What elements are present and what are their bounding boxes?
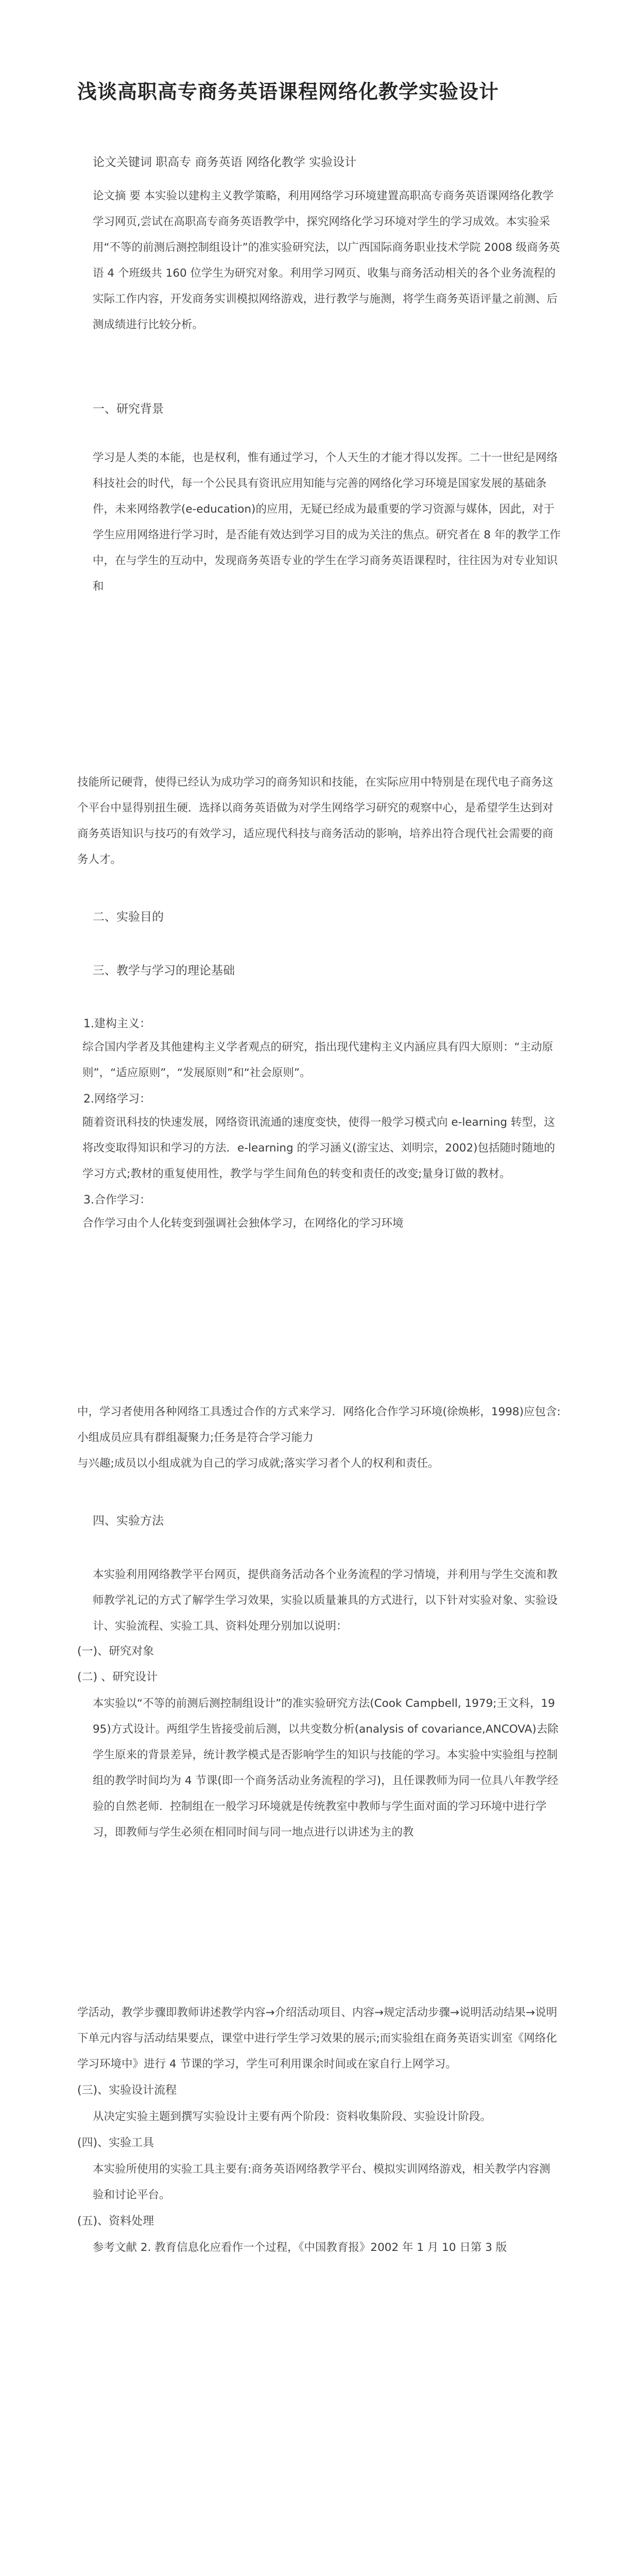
abstract-paragraph: 论文摘 要 本实验以建构主义教学策略，利用网络学习环境建置高职高专商务英语课网络化教学学习网页,尝试在高职高专商务英语教学中，探究网络化学习环境对学生的学习成效。本实验采用“不等的前测后测控制组设计”的准实验研究法，以广西国际商务职业技术学院 2008 级商务英语 4 个班级共 160 位学生为研究对象。利用学习网页、收集与商务活动相关的各个业务流程的实际工作内容，开发商务实训模拟网络游戏，进行教学与施测，将学生商务英语评量之前测、后测成绩进行比较分析。 (93, 190, 560, 331)
design-paragraph-1: 本实验以“不等的前测后测控制组设计”的准实验研究方法(Cook Campbell, 1979;王文科，1995)方式设计。两组学生皆接受前后测，以共变数分析(analysis of covariance,ANCOVA)去除学生原来的背景差异，统计教学模式是否影响学生的知识与技能的学习。本实验中实验组与控制组的教学时间均为 4 节课(即一个商务活动业务流程的学习)，且任课教师为同一位具八年教学经验的自然老师．控制组在一般学习环境就是传统教室中教师与学生面对面的学习环境中进行学习，即教师与学生必须在相同时间与同一地点进行以讲述为主的教 (93, 1697, 559, 1839)
subheading-design-flow: (三)、实验设计流程 (77, 2084, 177, 2097)
method-intro-paragraph: 本实验利用网络教学平台网页，提供商务活动各个业务流程的学习情境，并利用与学生交流和教师教学礼记的方式了解学生学习效果，实验以质量兼具的方式进行，以下针对实验对象、实验设计、实验流程、实验工具、资料处理分别加以说明： (93, 1568, 558, 1633)
section-heading-theory: 三、教学与学习的理论基础 (93, 964, 235, 977)
theory-text-cooperative-learning-2: 中，学习者使用各种网络工具透过合作的方式来学习．网络化合作学习环境(徐焕彬，1998)应包含:小组成员应具有群组凝聚力;任务是符合学习能力 (77, 1405, 561, 1444)
keywords-line: 论文关键词 职高专 商务英语 网络化教学 实验设计 (93, 156, 357, 169)
design-paragraph-2: 学活动，教学步骤即教师讲述教学内容→介绍活动项目、内容→规定活动步骤→说明活动结果→说明下单元内容与活动结果要点，课堂中进行学生学习效果的展示;而实验组在商务英语实训室《网络化学习环境中》进行 4 节课的学习，学生可利用课余时间或在家自行上网学习。 (77, 2006, 558, 2071)
section-heading-method: 四、实验方法 (93, 1514, 164, 1528)
reference-line: 参考文献 2. 教育信息化应看作一个过程，《中国教育报》2002 年 1 月 10 日第 3 版 (93, 2241, 507, 2254)
background-paragraph-1: 学习是人类的本能，也是权利，惟有通过学习，个人天生的才能才得以发挥。二十一世纪是网络科技社会的时代，每一个公民具有资讯应用知能与完善的网络化学习环境是国家发展的基础条件，未来网络教学(e-education)的应用，无疑已经成为最重要的学习资源与媒体，因此，对于学生应用网络进行学习时，是否能有效达到学习目的成为关注的焦点。研究者在 8 年的教学工作中，在与学生的互动中，发现商务英语专业的学生在学习商务英语课程时，往往因为对专业知识和 (93, 451, 561, 593)
theory-label-constructivism: 1.建构主义： (83, 1018, 151, 1030)
tools-paragraph: 本实验所使用的实验工具主要有:商务英语网络教学平台、模拟实训网络游戏，相关教学内容测验和讨论平台。 (93, 2163, 550, 2201)
theory-text-constructivism: 综合国内学者及其他建构主义学者观点的研究，指出现代建构主义内涵应具有四大原则：“主动原则”，“适应原则”，“发展原则”和“社会原则”。 (82, 1041, 554, 1079)
section-heading-background: 一、研究背景 (93, 402, 164, 416)
background-paragraph-2: 技能所记硬背，使得已经认为成功学习的商务知识和技能，在实际应用中特别是在现代电子商务这个平台中显得别扭生硬．选择以商务英语做为对学生网络学习研究的观察中心，是希望学生达到对商务英语知识与技巧的有效学习，适应现代科技与商务活动的影响，培养出符合现代社会需要的商务人才。 (77, 776, 554, 866)
design-flow-paragraph: 从决定实验主题到撰写实验设计主要有两个阶段：资料收集阶段、实验设计阶段。 (93, 2110, 492, 2123)
theory-text-cooperative-learning-1: 合作学习由个人化转变到强调社会独体学习，在网络化的学习环境 (82, 1217, 404, 1230)
subheading-data-processing: (五)、资料处理 (77, 2215, 154, 2228)
document-page (77, 0, 561, 2261)
theory-text-cooperative-learning-3: 与兴趣;成员以小组成就为自己的学习成就;落实学习者个人的权利和责任。 (77, 1457, 439, 1470)
subheading-research-subjects: (一)、研究对象 (77, 1645, 154, 1658)
document-title: 浅谈高职高专商务英语课程网络化教学实验设计 (77, 80, 499, 103)
subheading-tools: (四)、实验工具 (77, 2137, 154, 2149)
subheading-research-design: (二) 、研究设计 (77, 1671, 158, 1684)
theory-label-cooperative-learning: 3.合作学习： (83, 1194, 151, 1207)
theory-label-network-learning: 2.网络学习： (83, 1093, 151, 1106)
theory-text-network-learning: 随着资讯科技的快速发展，网络资讯流通的速度变快，使得一般学习模式向 e-learning 转型，这将改变取得知识和学习的方法．e-learning 的学习涵义(游宝达、刘明宗，2002)包括随时随地的学习方式;教材的重复使用性，教学与学生间角色的转变和责任的改变;量身订做的教材。 (82, 1116, 556, 1180)
section-heading-purpose: 二、实验目的 (93, 910, 164, 924)
